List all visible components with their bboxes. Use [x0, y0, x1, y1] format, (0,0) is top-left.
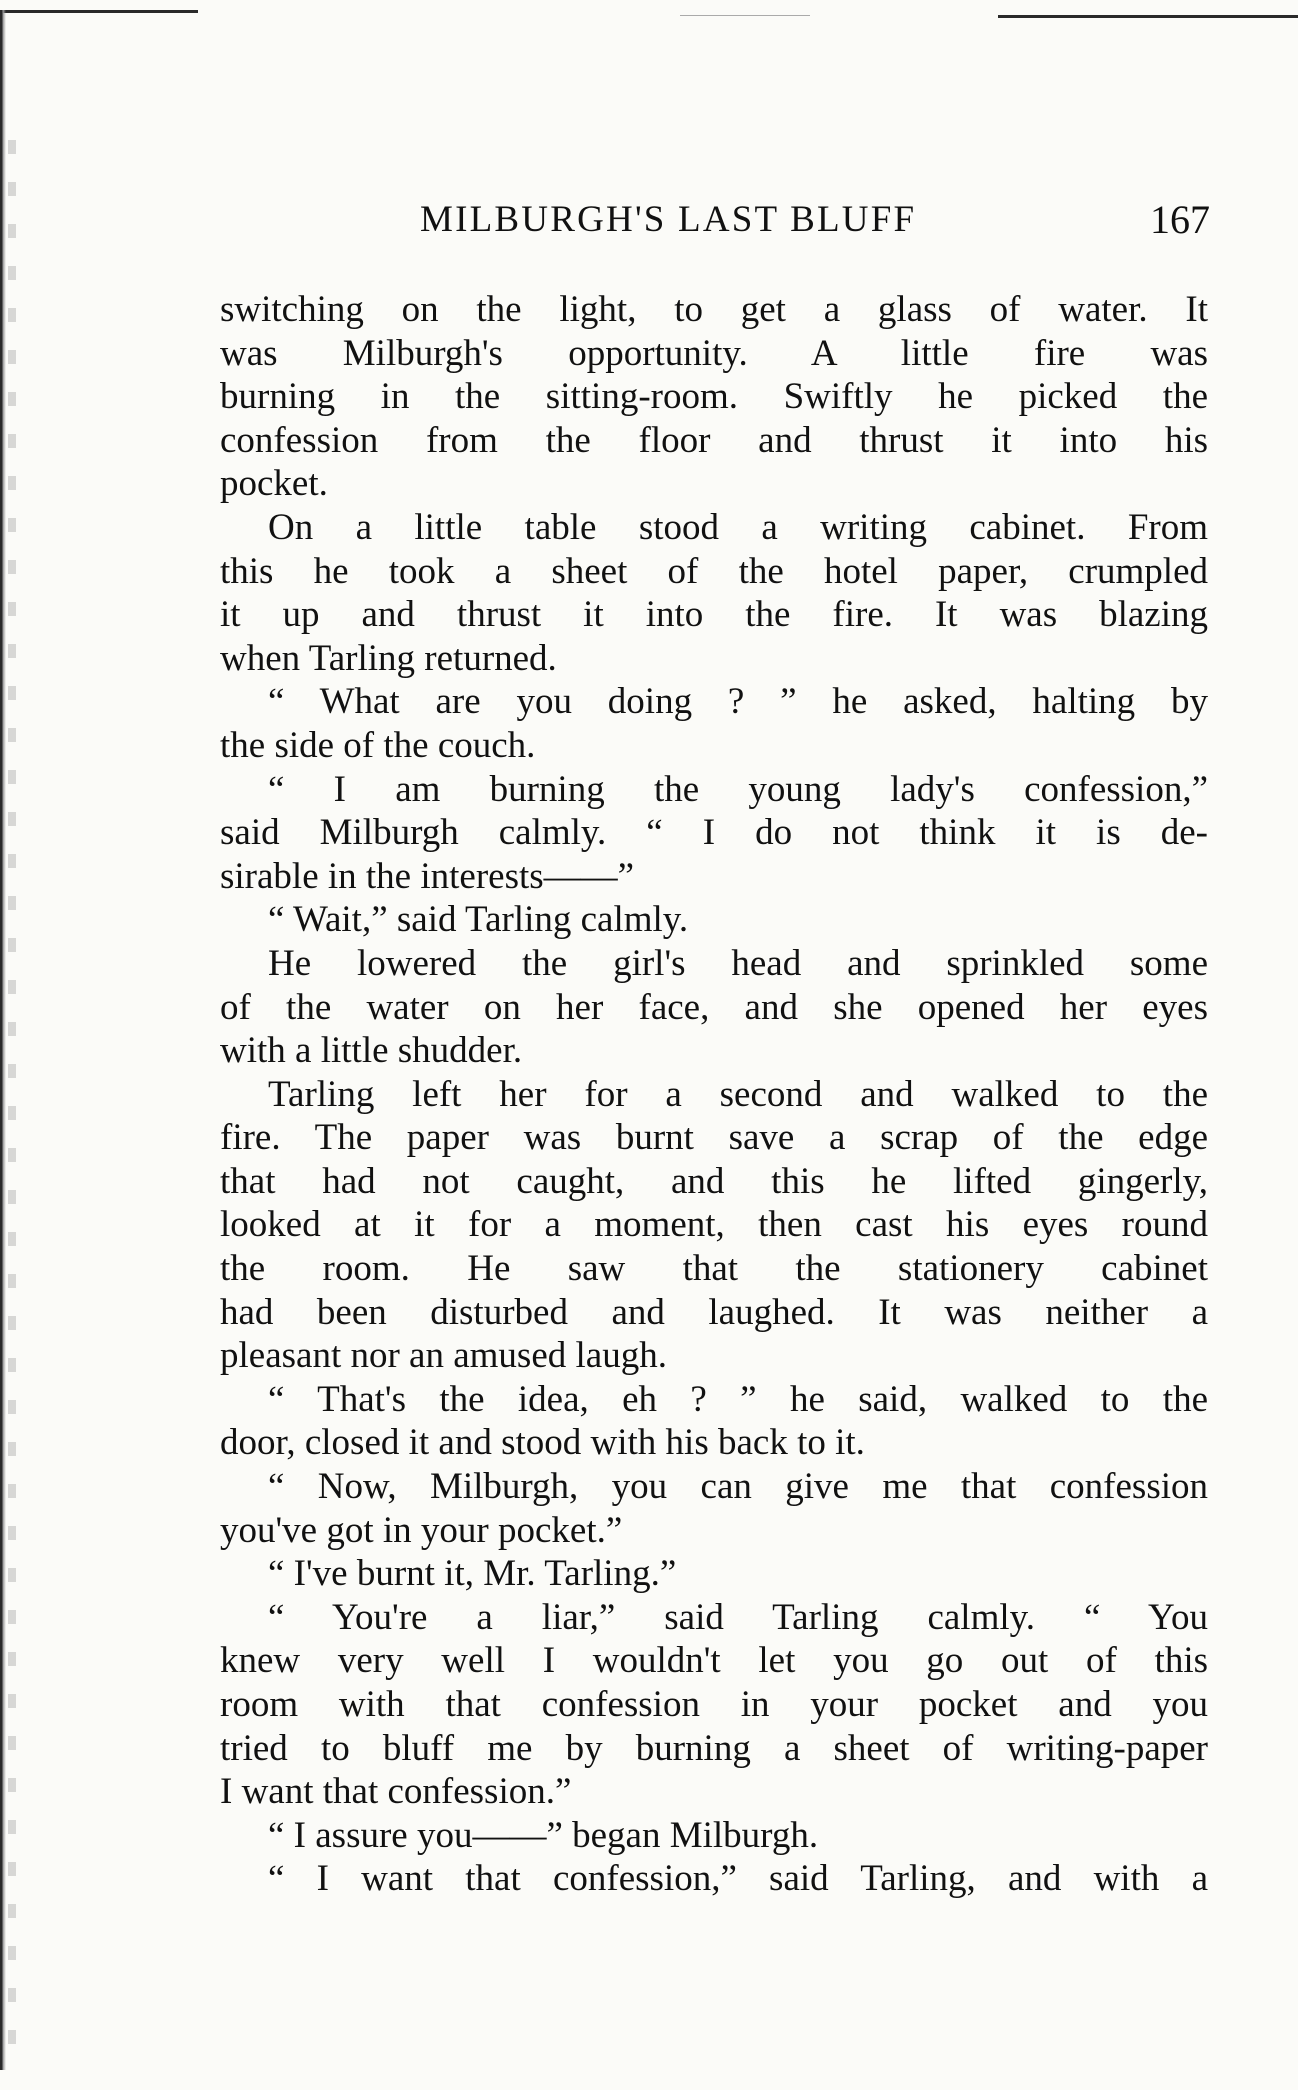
running-head: MILBURGH'S LAST BLUFF	[420, 199, 917, 240]
text-line: knew very well I wouldn't let you go out of this	[220, 1640, 1208, 1682]
text-line: said Milburgh calmly. “ I do not think it is de-	[220, 812, 1208, 854]
text-line: “ I want that confession,” said Tarling, and with a	[268, 1858, 1208, 1900]
text-line: “ I assure you——” began Milburgh.	[268, 1814, 819, 1856]
text-line: “ You're a liar,” said Tarling calmly. “ You	[268, 1596, 1208, 1638]
text-line: “ Now, Milburgh, you can give me that confession	[268, 1466, 1208, 1508]
text-line: with a little shudder.	[220, 1030, 523, 1072]
text-line: “ That's the idea, eh ? ” he said, walked to the	[268, 1378, 1208, 1420]
text-line: the room. He saw that the stationery cabinet	[220, 1248, 1208, 1290]
body-text	[220, 288, 1208, 1901]
text-line: switching on the light, to get a glass of water. It	[220, 289, 1208, 330]
text-line: burning in the sitting-room. Swiftly he picked the	[220, 376, 1208, 418]
text-line: tried to bluff me by burning a sheet of writing-paper	[220, 1727, 1208, 1769]
text-line: that had not caught, and this he lifted gingerly,	[220, 1160, 1208, 1202]
text-line: fire. The paper was burnt save a scrap of the edge	[220, 1117, 1208, 1159]
text-line: “ I am burning the young lady's confession,”	[268, 768, 1208, 810]
page-header	[220, 198, 1210, 244]
text-line: “ What are you doing ? ” he asked, halting by	[268, 681, 1208, 723]
text-line: room with that confession in your pocket and you	[220, 1684, 1208, 1725]
text-line: confession from the floor and thrust it into his	[220, 419, 1208, 461]
text-line: this he took a sheet of the hotel paper, crumpled	[220, 550, 1208, 592]
text-line: I want that confession.”	[220, 1771, 572, 1813]
text-line: pocket.	[220, 463, 328, 505]
text-line: you've got in your pocket.”	[220, 1509, 623, 1551]
text-line: Tarling left her for a second and walked to the	[268, 1073, 1208, 1115]
text-line: looked at it for a moment, then cast his eyes round	[220, 1204, 1208, 1246]
text-line: pleasant nor an amused laugh.	[220, 1335, 667, 1377]
text-line: was Milburgh's opportunity. A little fire was	[220, 332, 1208, 374]
text-line: of the water on her face, and she opened her eyes	[220, 986, 1208, 1028]
scan-border-top-right	[998, 15, 1298, 18]
scan-border-top-left	[0, 10, 198, 13]
page-number: 167	[1150, 197, 1210, 242]
text-line: He lowered the girl's head and sprinkled some	[268, 942, 1208, 984]
scan-binding-shadow	[8, 140, 16, 2060]
text-line: sirable in the interests——”	[220, 855, 635, 897]
text-line: “ I've burnt it, Mr. Tarling.”	[268, 1553, 677, 1595]
text-line: it up and thrust it into the fire. It was blazing	[220, 594, 1208, 636]
text-line: the side of the couch.	[220, 724, 536, 766]
scan-border-top-mid	[680, 15, 810, 16]
text-line: when Tarling returned.	[220, 637, 557, 679]
scan-binding-edge	[0, 10, 6, 2070]
text-line: door, closed it and stood with his back to it.	[220, 1422, 865, 1464]
text-line: had been disturbed and laughed. It was neither a	[220, 1291, 1208, 1333]
text-line: “ Wait,” said Tarling calmly.	[268, 899, 689, 941]
text-line: On a little table stood a writing cabinet. From	[268, 506, 1208, 548]
